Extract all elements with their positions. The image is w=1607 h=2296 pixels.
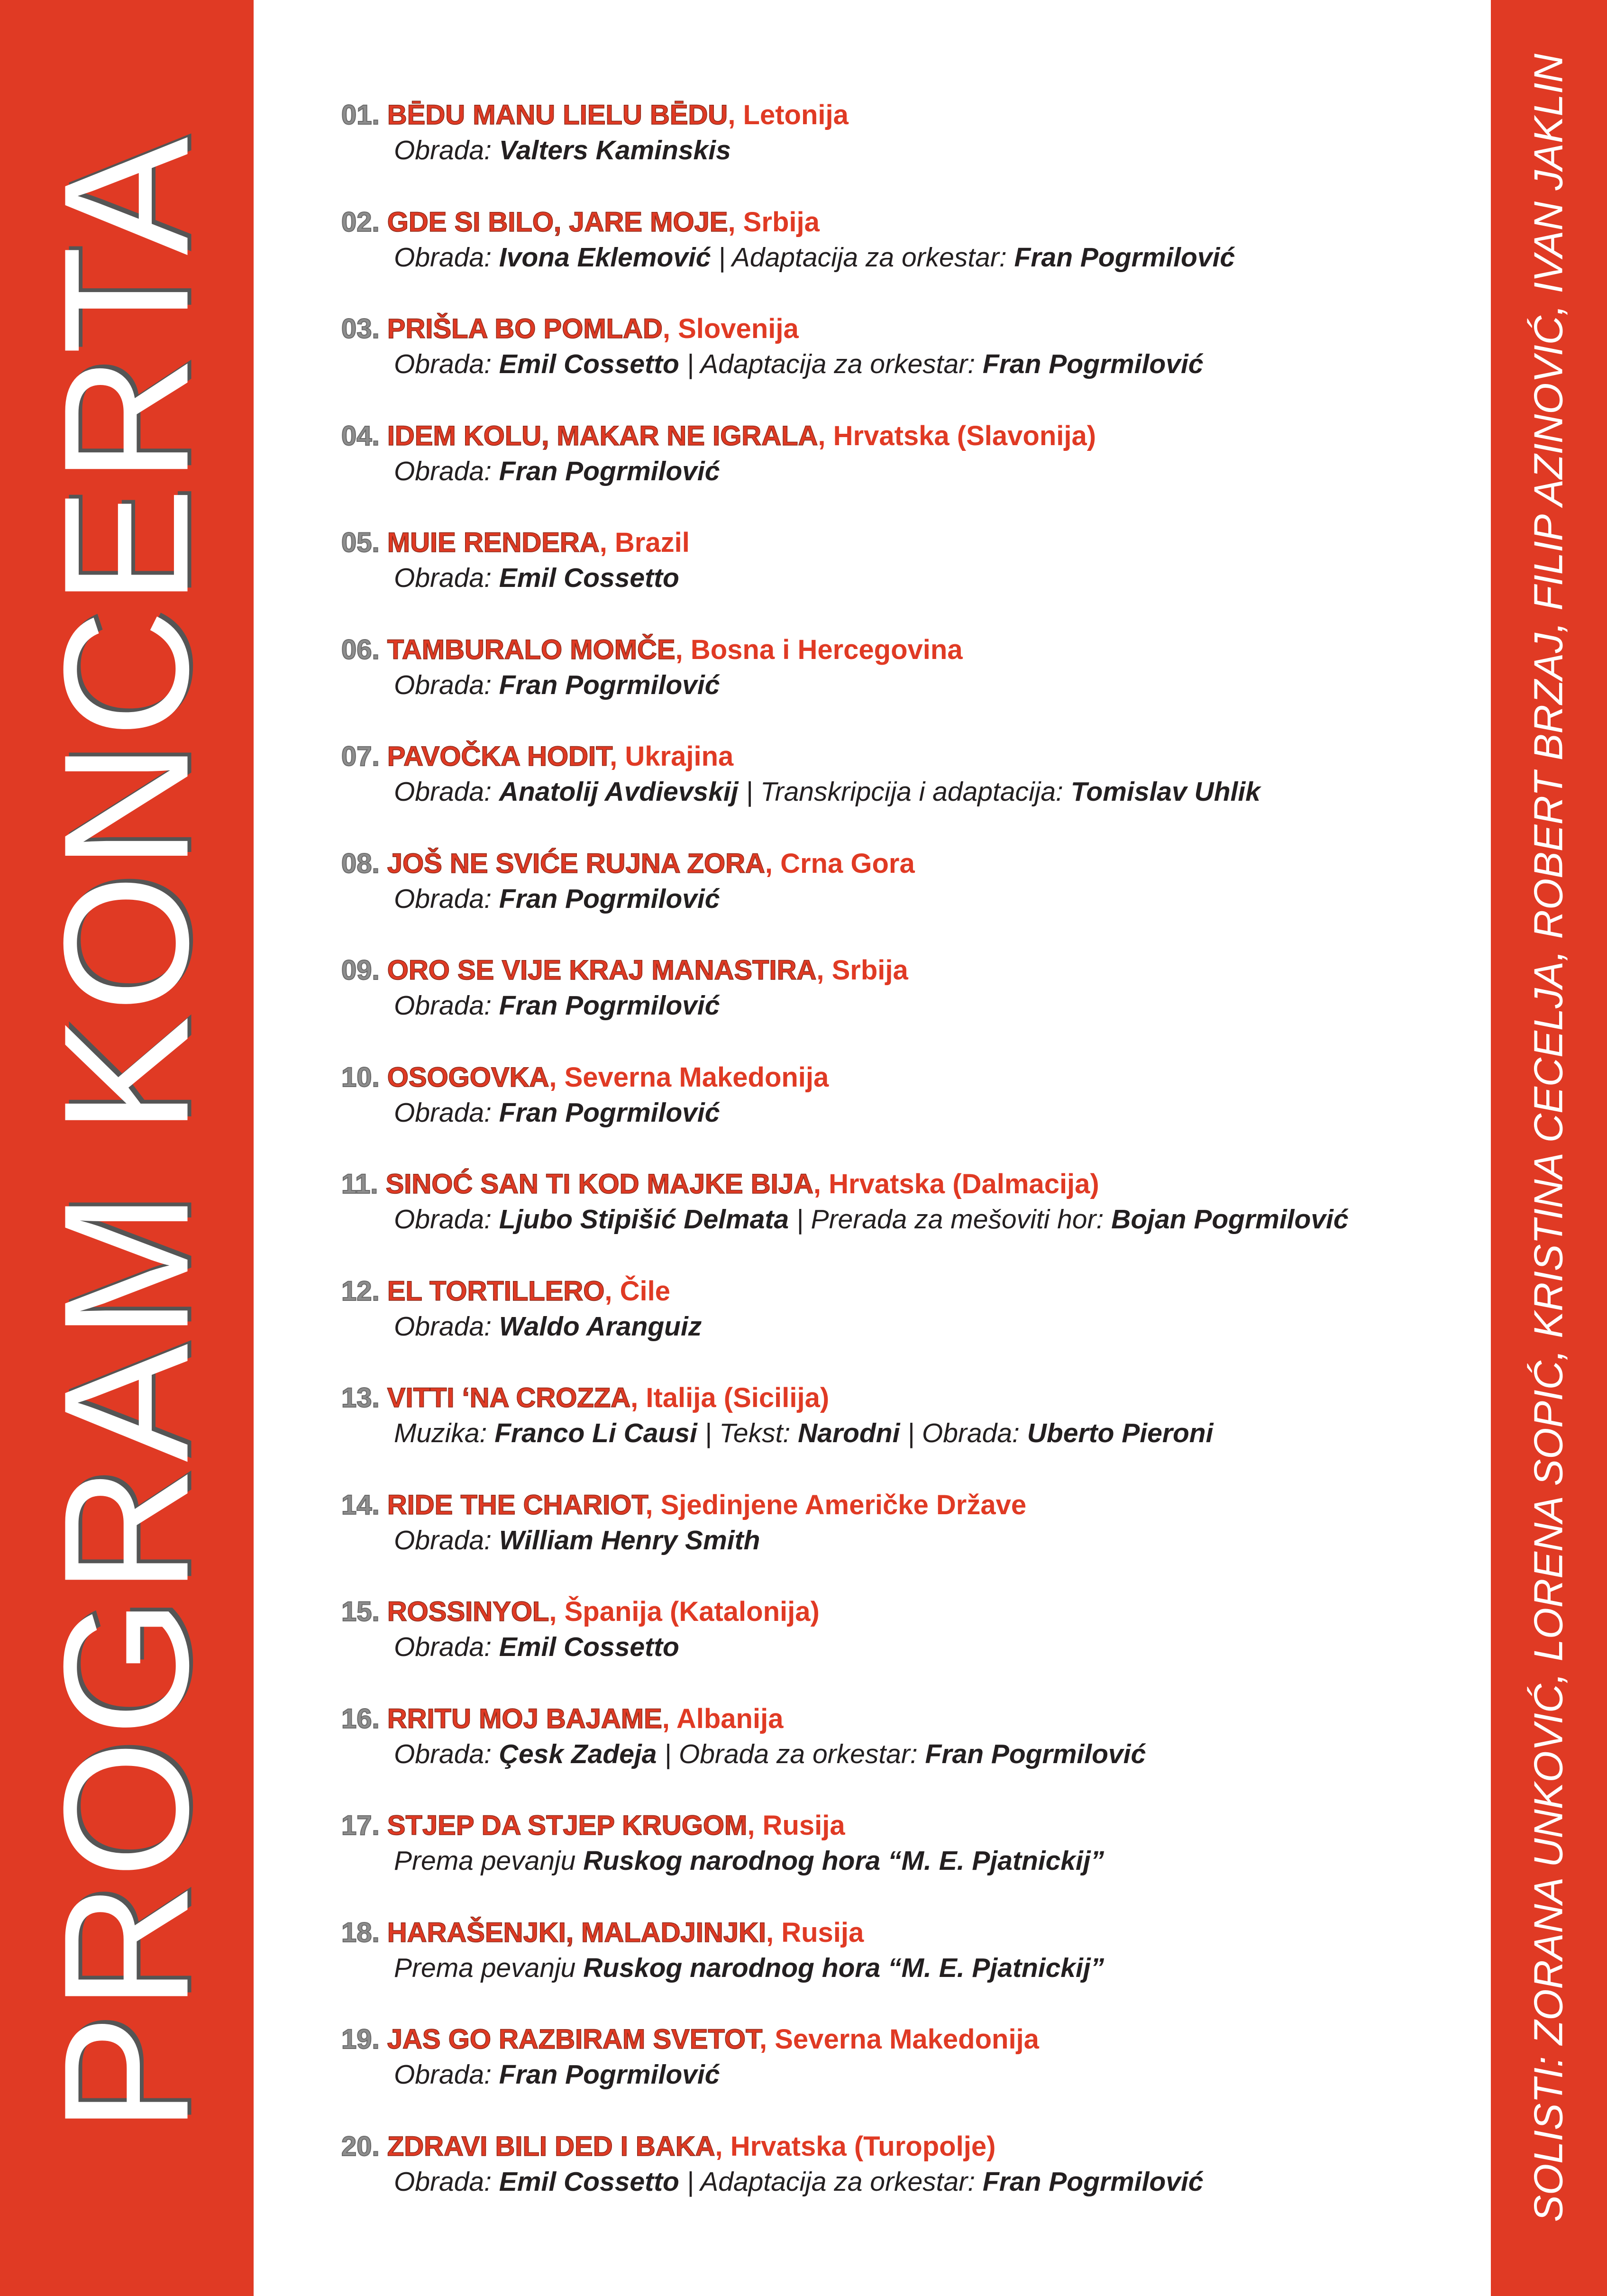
program-item-song-title: GDE SI BILO, JARE MOJE (387, 206, 728, 238)
program-item-song-title: STJEP DA STJEP KRUGOM (387, 1810, 748, 1841)
program-item-number: 16. (341, 1703, 380, 1734)
program-item-number: 11. (341, 1169, 378, 1199)
credit-label: Obrada: (394, 242, 499, 273)
credit-label: Obrada: (394, 1738, 499, 1769)
program-item-country: , Čile (604, 1275, 671, 1307)
program-item-credits (341, 1095, 1470, 1131)
credit-label: | Adaptacija za orkestar: (679, 2166, 983, 2197)
program-item-song-title: ROSSINYOL (387, 1596, 549, 1627)
credit-value: Anatolij Avdievskij (499, 777, 739, 807)
program-item (341, 2022, 1470, 2129)
program-item-title-line (341, 418, 1470, 454)
program-item-credits (341, 1737, 1470, 1772)
right-soloists-band (1491, 0, 1607, 2296)
program-item-number: 18. (341, 1917, 380, 1948)
program-item-number: 05. (341, 527, 380, 558)
program-item-title-line (341, 1166, 1470, 1202)
program-item (341, 952, 1470, 1060)
credit-value: Emil Cossetto (499, 2166, 679, 2197)
program-item (341, 97, 1470, 204)
program-item-credits (341, 2164, 1470, 2200)
program-item-song-title: BĒDU MANU LIELU BĒDU (387, 100, 728, 130)
program-item-credits (341, 1843, 1470, 1879)
credit-label: | Transkripcija i adaptacija: (738, 777, 1071, 807)
program-item-title-line (341, 1808, 1470, 1843)
credit-label: Prema pevanju (394, 1952, 584, 1983)
left-title-band (0, 0, 254, 2296)
program-item (341, 1594, 1470, 1701)
program-item-song-title: HARAŠENJKI, MALADJINJKI (387, 1917, 766, 1948)
credit-label: Obrada: (394, 1204, 499, 1235)
program-item-title-line (341, 204, 1470, 240)
program-item-country: , Rusija (747, 1810, 845, 1841)
credit-value: Uberto Pieroni (1027, 1418, 1214, 1448)
program-item-title-line (341, 97, 1470, 133)
credit-value: Emil Cossetto (499, 1632, 679, 1662)
program-item-title-line (341, 1273, 1470, 1309)
program-item (341, 1808, 1470, 1915)
program-item-song-title: SINOĆ SAN TI KOD MAJKE BIJA (385, 1169, 813, 1199)
program-item-country: , Sjedinjene Američke Države (645, 1489, 1027, 1520)
program-item-credits (341, 1309, 1470, 1345)
credit-value: Fran Pogrmilović (499, 2059, 720, 2090)
program-item (341, 2129, 1470, 2236)
credit-value: Ruskog narodnog hora “M. E. Pjatnickij” (583, 1846, 1105, 1876)
program-item-country: , Španija (Katalonija) (549, 1596, 820, 1627)
program-item-title-line (341, 1487, 1470, 1523)
credit-value: Fran Pogrmilović (925, 1738, 1146, 1769)
credit-label: Obrada: (394, 135, 499, 165)
program-item-song-title: PRIŠLA BO POMLAD (387, 313, 663, 344)
program-item-title-line (341, 739, 1470, 774)
program-item-title-line (341, 311, 1470, 347)
credit-value: Ivona Eklemović (499, 242, 711, 273)
credit-label: Obrada: (394, 990, 499, 1021)
program-item-number: 07. (341, 741, 380, 772)
credit-label: Obrada: (394, 1632, 499, 1662)
credit-value: Narodni (798, 1418, 900, 1448)
program-item-country: , Brazil (599, 527, 690, 558)
program-item (341, 1166, 1470, 1273)
program-item-country: , Ukrajina (610, 741, 734, 772)
program-item (341, 1915, 1470, 2022)
credit-value: Waldo Aranguiz (499, 1311, 702, 1342)
program-item-title-line (341, 632, 1470, 668)
program-item-song-title: VITTI ‘NA CROZZA (387, 1382, 631, 1413)
program-item (341, 418, 1470, 525)
program-item-number: 13. (341, 1382, 380, 1413)
program-item-credits (341, 881, 1470, 917)
program-item-country: , Italija (Sicilija) (630, 1382, 830, 1413)
credit-label: Obrada: (394, 777, 499, 807)
program-item (341, 1060, 1470, 1167)
program-item (341, 846, 1470, 953)
program-item-country: , Hrvatska (Turopolje) (715, 2131, 996, 2162)
program-item-credits (341, 988, 1470, 1024)
program-item-title-line (341, 1701, 1470, 1737)
program-item-title-line (341, 2129, 1470, 2164)
program-item-song-title: RRITU MOJ BAJAME (387, 1703, 662, 1734)
credit-value: Fran Pogrmilović (499, 883, 720, 914)
program-item (341, 739, 1470, 846)
program-list (341, 97, 1470, 2235)
program-item-country: , Srbija (816, 955, 908, 986)
program-item-credits (341, 1523, 1470, 1558)
program-item-credits (341, 1950, 1470, 1986)
program-item-song-title: ZDRAVI BILI DED I BAKA (387, 2131, 715, 2162)
program-item-title-line (341, 2022, 1470, 2057)
program-item-song-title: IDEM KOLU, MAKAR NE IGRALA (387, 420, 818, 451)
program-item-credits (341, 2057, 1470, 2093)
credit-value: Emil Cossetto (499, 349, 679, 379)
credit-label: Obrada: (394, 2059, 499, 2090)
program-item-song-title: TAMBURALO MOMČE (387, 634, 676, 665)
program-item-song-title: EL TORTILLERO (387, 1275, 605, 1307)
credit-value: Fran Pogrmilović (499, 1097, 720, 1128)
credit-label: Obrada: (394, 349, 499, 379)
program-item-credits (341, 133, 1470, 168)
program-item-song-title: RIDE THE CHARIOT (387, 1489, 646, 1520)
credit-label: Obrada: (394, 1311, 499, 1342)
program-item-number: 10. (341, 1061, 380, 1093)
credit-label: | Prerada za mešoviti hor: (789, 1204, 1112, 1235)
program-item-credits (341, 347, 1470, 382)
credit-label: Muzika: (394, 1418, 495, 1448)
program-item-number: 08. (341, 848, 380, 879)
credit-label: | Obrada za orkestar: (657, 1738, 925, 1769)
credit-label: Obrada: (394, 669, 499, 700)
program-item-credits (341, 1629, 1470, 1665)
program-item-number: 12. (341, 1275, 380, 1307)
program-item-title-line (341, 1594, 1470, 1629)
credit-value: Fran Pogrmilović (499, 456, 720, 486)
credit-value: Bojan Pogrmilović (1111, 1204, 1349, 1235)
program-item-song-title: PAVOČKA HODIT (387, 741, 610, 772)
program-item-title-line (341, 1380, 1470, 1416)
credit-value: Fran Pogrmilović (982, 2166, 1204, 2197)
program-item (341, 204, 1470, 311)
program-item-title-line (341, 846, 1470, 881)
credit-label: | Obrada: (900, 1418, 1027, 1448)
credit-label: Obrada: (394, 883, 499, 914)
program-item-title-line (341, 1060, 1470, 1095)
program-item-title-line (341, 1915, 1470, 1950)
program-item-country: , Slovenija (662, 313, 799, 344)
soloists-title: SOLISTI: ZORANA UNKOVIĆ, LORENA SOPIĆ, KRISTINA CECELJA, ROBERT BRZAJ, FILIP AZINOVIĆ, IVAN JAKLIN (1526, 54, 1571, 2222)
credit-label: Obrada: (394, 563, 499, 593)
program-item (341, 632, 1470, 739)
credit-label: | Tekst: (697, 1418, 798, 1448)
program-item (341, 311, 1470, 418)
credit-value: Ljubo Stipišić Delmata (499, 1204, 789, 1235)
credit-value: Fran Pogrmilović (499, 669, 720, 700)
program-item-credits (341, 240, 1470, 275)
program-item-title-line (341, 525, 1470, 560)
program-item-credits (341, 454, 1470, 489)
program-item-credits (341, 1202, 1470, 1237)
program-item-credits (341, 1416, 1470, 1451)
credit-value: Fran Pogrmilović (499, 990, 720, 1021)
credit-label: | Adaptacija za orkestar: (711, 242, 1014, 273)
program-item-number: 04. (341, 420, 380, 451)
credit-value: Çesk Zadeja (499, 1738, 657, 1769)
program-item-number: 02. (341, 206, 380, 238)
credit-value: William Henry Smith (499, 1525, 760, 1555)
program-item-country: , Bosna i Hercegovina (675, 634, 963, 665)
program-item-number: 15. (341, 1596, 380, 1627)
program-item-title-line (341, 952, 1470, 988)
program-item (341, 1701, 1470, 1808)
credit-label: Obrada: (394, 456, 499, 486)
program-item-country: , Hrvatska (Dalmacija) (813, 1169, 1099, 1199)
program-item-number: 03. (341, 313, 380, 344)
program-item-credits (341, 668, 1470, 703)
credit-label: | Adaptacija za orkestar: (679, 349, 983, 379)
program-item-country: , Rusija (766, 1917, 864, 1948)
program-item-country: , Albanija (662, 1703, 784, 1734)
credit-label: Obrada: (394, 2166, 499, 2197)
program-item-song-title: ORO SE VIJE KRAJ MANASTIRA (387, 955, 817, 986)
program-title: PROGRAM KONCERTA (27, 133, 226, 2133)
program-item (341, 1380, 1470, 1487)
credit-value: Franco Li Causi (494, 1418, 697, 1448)
program-item-country: , Crna Gora (765, 848, 915, 879)
program-item-song-title: JAS GO RAZBIRAM SVETOT (387, 2024, 760, 2055)
credit-value: Valters Kaminskis (499, 135, 731, 165)
program-item-credits (341, 774, 1470, 810)
program-item-number: 09. (341, 955, 380, 986)
program-item-number: 01. (341, 100, 380, 130)
program-item-song-title: OSOGOVKA (387, 1061, 549, 1093)
program-item-number: 06. (341, 634, 380, 665)
credit-value: Fran Pogrmilović (982, 349, 1204, 379)
program-item-country: , Severna Makedonija (549, 1061, 829, 1093)
credit-label: Obrada: (394, 1097, 499, 1128)
program-item-country: , Hrvatska (Slavonija) (818, 420, 1096, 451)
credit-value: Ruskog narodnog hora “M. E. Pjatnickij” (583, 1952, 1105, 1983)
credit-value: Fran Pogrmilović (1014, 242, 1235, 273)
credit-label: Prema pevanju (394, 1846, 584, 1876)
program-item-country: , Severna Makedonija (759, 2024, 1039, 2055)
program-item-song-title: JOŠ NE SVIĆE RUJNA ZORA (387, 848, 765, 879)
credit-value: Emil Cossetto (499, 563, 679, 593)
credit-value: Tomislav Uhlik (1070, 777, 1260, 807)
program-item-number: 14. (341, 1489, 380, 1520)
program-item-number: 17. (341, 1810, 380, 1841)
program-item-song-title: MUIE RENDERA (387, 527, 600, 558)
program-item-country: , Letonija (728, 100, 849, 130)
program-item (341, 525, 1470, 632)
credit-label: Obrada: (394, 1525, 499, 1555)
program-item-country: , Srbija (728, 206, 820, 238)
program-item (341, 1273, 1470, 1381)
program-item (341, 1487, 1470, 1594)
program-item-credits (341, 560, 1470, 596)
program-item-number: 20. (341, 2131, 380, 2162)
program-item-number: 19. (341, 2024, 380, 2055)
